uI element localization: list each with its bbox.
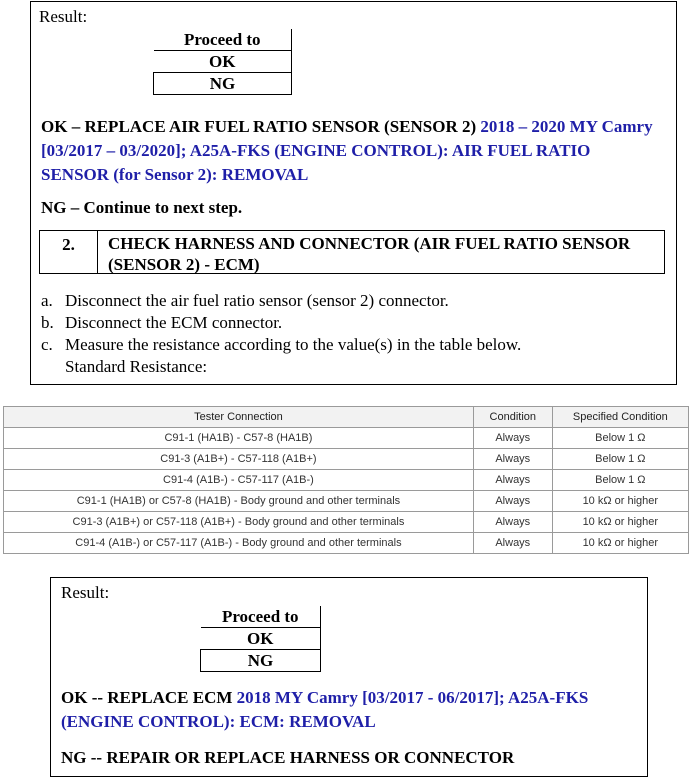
list-item: b. Disconnect the ECM connector.	[41, 313, 283, 332]
table-row: C91-4 (A1B-) or C57-117 (A1B-) - Body ground and other terminals Always 10 kΩ or higher	[4, 533, 689, 554]
proceed-ng: NG	[201, 650, 321, 672]
ng-result-text: NG – Continue to next step.	[41, 198, 243, 217]
step-title: CHECK HARNESS AND CONNECTOR (AIR FUEL RATIO SENSOR (SENSOR 2) - ECM)	[108, 234, 631, 274]
table-row: C91-4 (A1B-) - C57-117 (A1B-) Always Below 1 Ω	[4, 470, 689, 491]
ok-procedure-link[interactable]: 2018 – 2020 MY Camry [03/2017 – 03/2020]; A25A-FKS (ENGINE CONTROL): AIR FUEL RATIO SENSOR (for Sensor 2): REMOVAL	[41, 117, 653, 184]
step-number: 2.	[40, 231, 98, 273]
table-row: C91-1 (HA1B) or C57-8 (HA1B) - Body ground and other terminals Always 10 kΩ or higher	[4, 491, 689, 512]
table-row: C91-3 (A1B+) or C57-118 (A1B+) - Body ground and other terminals Always 10 kΩ or higher	[4, 512, 689, 533]
resistance-table	[3, 406, 689, 554]
header-specified-condition: Specified Condition	[552, 407, 688, 428]
proceed-header: Proceed to	[201, 606, 321, 628]
ok-result-paragraph	[61, 686, 641, 734]
list-item: c. Measure the resistance according to the value(s) in the table below.	[41, 335, 522, 354]
result-box-1	[30, 1, 677, 385]
proceed-ng: NG	[154, 73, 292, 95]
instruction-list	[41, 290, 521, 378]
list-item: Standard Resistance:	[65, 357, 208, 376]
ok-result-paragraph	[41, 115, 661, 187]
proceed-table	[153, 29, 292, 95]
result-box-2	[50, 577, 648, 777]
header-condition: Condition	[473, 407, 552, 428]
ok-procedure-link[interactable]: 2018 MY Camry [03/2017 - 06/2017]; A25A-FKS (ENGINE CONTROL): ECM: REMOVAL	[61, 688, 589, 731]
result-label: Result:	[39, 7, 88, 26]
result-label: Result:	[61, 583, 110, 602]
ng-result-text: NG -- REPAIR OR REPLACE HARNESS OR CONNECTOR	[61, 748, 515, 767]
table-row: C91-3 (A1B+) - C57-118 (A1B+) Always Below 1 Ω	[4, 449, 689, 470]
header-tester-connection: Tester Connection	[4, 407, 474, 428]
ok-result-text: OK -- REPLACE ECM	[61, 688, 233, 707]
proceed-ok: OK	[201, 628, 321, 650]
table-row: C91-1 (HA1B) - C57-8 (HA1B) Always Below 1 Ω	[4, 428, 689, 449]
ok-result-text: OK – REPLACE AIR FUEL RATIO SENSOR (SENSOR 2)	[41, 117, 477, 136]
list-item: a. Disconnect the air fuel ratio sensor (sensor 2) connector.	[41, 291, 449, 310]
proceed-table	[200, 606, 321, 672]
proceed-ok: OK	[154, 51, 292, 73]
proceed-header: Proceed to	[154, 29, 292, 51]
step-header	[39, 230, 665, 274]
